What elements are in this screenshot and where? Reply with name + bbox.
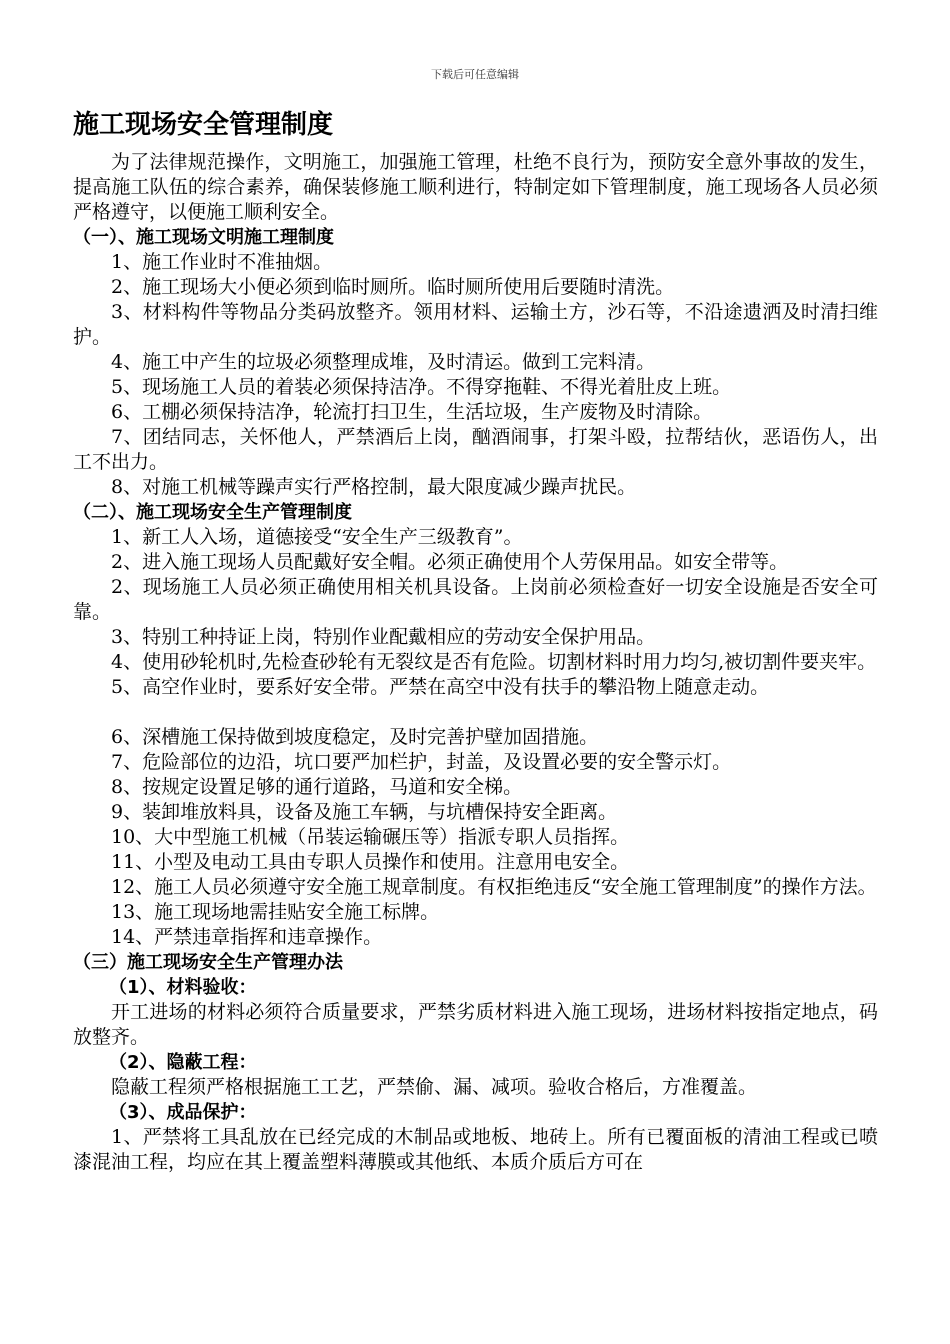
- subsection-text: 开工进场的材料必须符合质量要求，严禁劣质材料进入施工现场，进场材料按指定地点，码放整齐。: [73, 1001, 878, 1048]
- list-item: 8、按规定设置足够的通行道路，马道和安全梯。: [111, 776, 523, 798]
- blank-line: [73, 700, 878, 725]
- list-item: 2、现场施工人员必须正确使用相关机具设备。上岗前必须检查好一切安全设施是否安全可靠。: [73, 576, 878, 623]
- header-note: 下载后可任意编辑: [431, 68, 519, 81]
- list-item: 8、对施工机械等躁声实行严格控制，最大限度减少躁声扰民。: [111, 476, 637, 498]
- list-item: 2、进入施工现场人员配戴好安全帽。必须正确使用个人劳保用品。如安全带等。: [111, 551, 789, 573]
- section-heading-1: （一）、施工现场文明施工理制度: [73, 227, 334, 248]
- subsection-heading-materials: （1）、材料验收：: [109, 977, 257, 998]
- list-item: 14、严禁违章指挥和违章操作。: [111, 926, 383, 948]
- list-item: 3、特别工种持证上岗，特别作业配戴相应的劳动安全保护用品。: [111, 626, 656, 648]
- list-item: 5、现场施工人员的着装必须保持洁净。不得穿拖鞋、不得光着肚皮上班。: [111, 376, 732, 398]
- list-item: 7、危险部位的边沿，坑口要严加栏护，封盖，及设置必要的安全警示灯。: [111, 751, 732, 773]
- list-item: 13、施工现场地需挂贴安全施工标牌。: [111, 901, 440, 923]
- list-item: 5、高空作业时，要系好安全带。严禁在高空中没有扶手的攀沿物上随意走动。: [111, 676, 770, 698]
- list-item: 1、新工人入场，道德接受“安全生产三级教育”。: [111, 526, 523, 548]
- section-heading-3: （三）施工现场安全生产管理办法: [73, 952, 343, 973]
- list-item: 7、团结同志，关怀他人，严禁酒后上岗，酗酒闹事，打架斗殴，拉帮结伙，恶语伤人，出工不出力。: [73, 426, 878, 473]
- list-item: 4、使用砂轮机时,先检查砂轮有无裂纹是否有危险。切割材料时用力均匀,被切割件要夹牢。: [111, 651, 877, 673]
- list-item: 6、工棚必须保持洁净，轮流打扫卫生，生活垃圾，生产废物及时清除。: [111, 401, 713, 423]
- document-body: [73, 106, 878, 1175]
- list-item: 10、大中型施工机械（吊装运输碾压等）指派专职人员指挥。: [111, 826, 630, 848]
- list-item: 4、施工中产生的垃圾必须整理成堆，及时清运。做到工完料清。: [111, 351, 656, 373]
- intro-paragraph: 为了法律规范操作，文明施工，加强施工管理，杜绝不良行为，预防安全意外事故的发生，提高施工队伍的综合素养，确保装修施工顺利进行，特制定如下管理制度，施工现场各人员必须严格遵守，以便施工顺利安全。: [73, 151, 878, 223]
- subsection-text: 1、严禁将工具乱放在已经完成的木制品或地板、地砖上。所有已覆面板的清油工程或已喷漆混油工程，均应在其上覆盖塑料薄膜或其他纸、本质介质后方可在: [73, 1126, 878, 1173]
- section-heading-2: （二）、施工现场安全生产管理制度: [73, 502, 352, 523]
- subsection-heading-product-protection: （3）、成品保护：: [109, 1102, 257, 1123]
- subsection-text: 隐蔽工程须严格根据施工工艺，严禁偷、漏、减项。验收合格后，方准覆盖。: [111, 1076, 758, 1098]
- subsection-heading-concealed-works: （2）、隐蔽工程：: [109, 1052, 257, 1073]
- list-item: 1、施工作业时不准抽烟。: [111, 251, 333, 273]
- list-item: 11、小型及电动工具由专职人员操作和使用。注意用电安全。: [111, 851, 630, 873]
- list-item: 9、装卸堆放料具，设备及施工车辆，与坑槽保持安全距离。: [111, 801, 618, 823]
- list-item: 3、材料构件等物品分类码放整齐。领用材料、运输土方，沙石等，不沿途遗洒及时清扫维护。: [73, 301, 878, 348]
- list-item: 2、施工现场大小便必须到临时厕所。临时厕所使用后要随时清洗。: [111, 276, 675, 298]
- list-item: 12、施工人员必须遵守安全施工规章制度。有权拒绝违反“安全施工管理制度”的操作方法。: [111, 876, 877, 898]
- document-title: 施工现场安全管理制度: [73, 110, 334, 140]
- list-item: 6、深槽施工保持做到坡度稳定，及时完善护壁加固措施。: [111, 726, 599, 748]
